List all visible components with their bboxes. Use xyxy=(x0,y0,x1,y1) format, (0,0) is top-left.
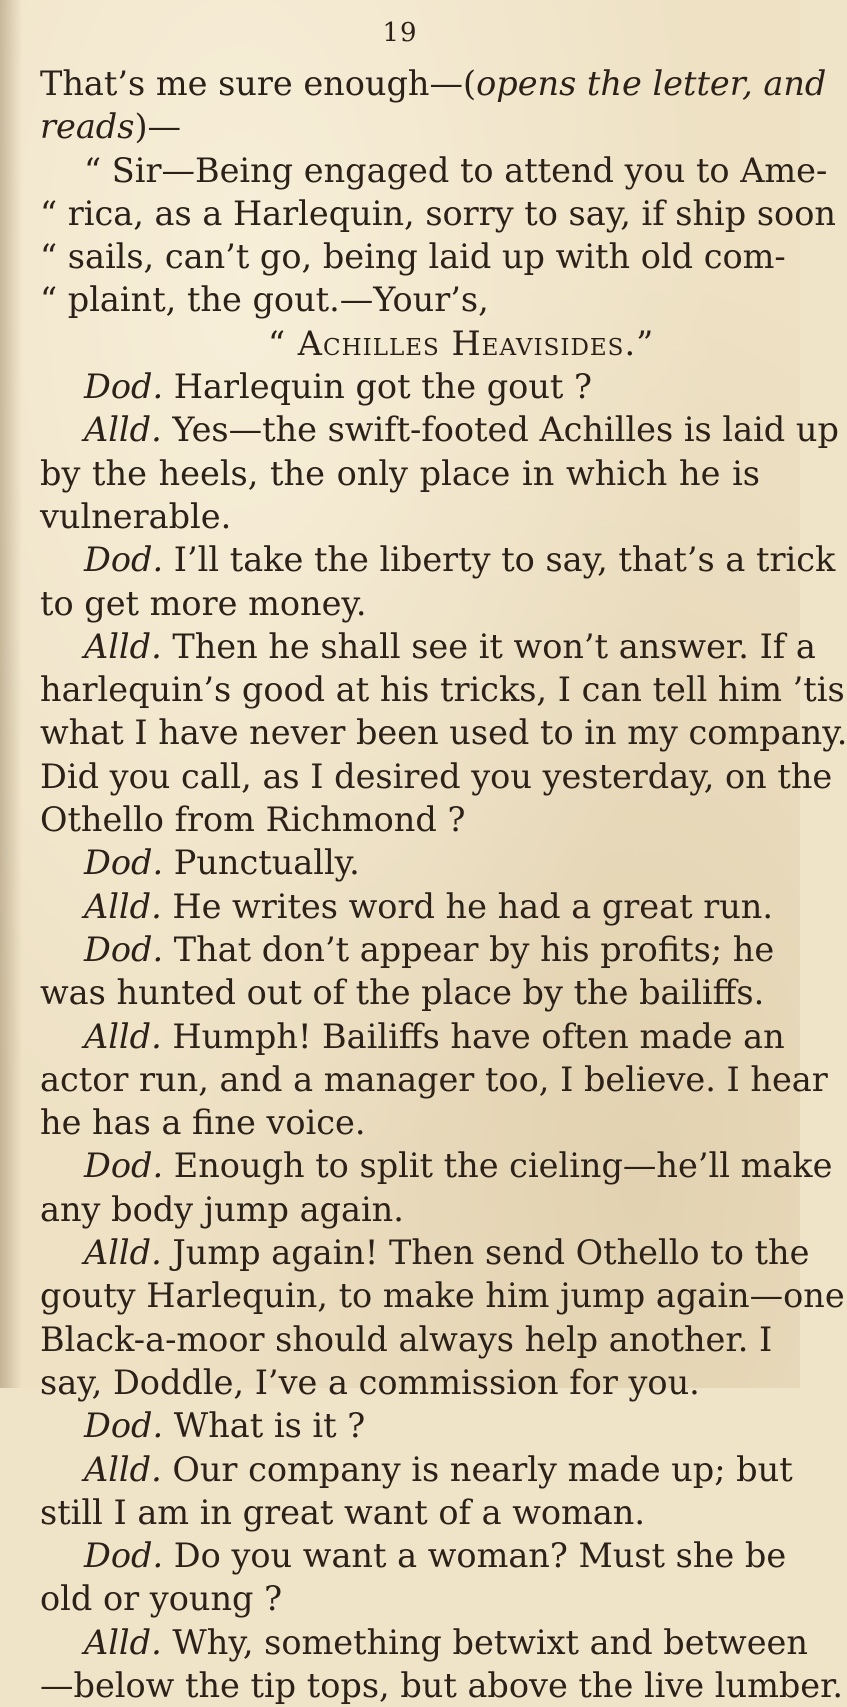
page-number: 19 xyxy=(382,18,418,48)
text-line: Othello from Richmond ? xyxy=(40,800,466,840)
dialogue-line: Alld. Yes—the swift-footed Achilles is laid up xyxy=(84,410,839,450)
dialogue-line: Dod. I’ll take the liberty to say, that’s a trick xyxy=(84,540,836,580)
dialogue-line: Alld. Humph! Bailiffs have often made an xyxy=(84,1016,785,1056)
text-line: by the heels, the only place in which he is xyxy=(40,453,760,493)
dialogue-line: Dod. Enough to split the cieling—he’ll make xyxy=(84,1146,833,1186)
letter-signature: “ Achilles Heavisides.” xyxy=(268,323,655,363)
text-line: —below the tip tops, but above the live lumber. xyxy=(40,1665,844,1705)
text-line: actor run, and a manager too, I believe. I hear xyxy=(40,1059,828,1099)
letter-line: “ sails, can’t go, being laid up with old com- xyxy=(40,237,786,277)
dialogue-line: Alld. Then he shall see it won’t answer. If a xyxy=(84,626,816,666)
text-line: gouty Harlequin, to make him jump again—one xyxy=(40,1276,845,1316)
dialogue-line: Alld. Our company is nearly made up; but xyxy=(84,1449,793,1489)
text-line: to get more money. xyxy=(40,583,367,623)
text-line: vulnerable. xyxy=(40,496,232,536)
text-line: Did you call, as I desired you yesterday, on the xyxy=(40,756,833,796)
text-line: what I have never been used to in my company. xyxy=(40,713,847,753)
text-line: still I am in great want of a woman. xyxy=(40,1492,645,1532)
text-line: say, Doddle, I’ve a commission for you. xyxy=(40,1362,700,1402)
dialogue-line: Dod. Punctually. xyxy=(84,843,360,883)
text-line: harlequin’s good at his tricks, I can tell him ’tis xyxy=(40,670,845,710)
dialogue-line: Dod. Do you want a woman? Must she be xyxy=(84,1536,787,1576)
dialogue-line: Dod. Harlequin got the gout ? xyxy=(84,367,592,407)
body-text xyxy=(40,62,847,1707)
text-line: was hunted out of the place by the bailiffs. xyxy=(40,973,765,1013)
dialogue-line: Alld. Jump again! Then send Othello to the xyxy=(84,1233,810,1273)
dialogue-line: Dod. What is it ? xyxy=(84,1406,366,1446)
text-line: reads)— xyxy=(40,107,182,147)
letter-line: “ Sir—Being engaged to attend you to Ame- xyxy=(84,150,828,190)
dialogue-line: Alld. Why, something betwixt and between xyxy=(84,1622,808,1662)
dialogue-line: Alld. He writes word he had a great run. xyxy=(84,886,774,926)
text-line: any body jump again. xyxy=(40,1189,404,1229)
text-line: That’s me sure enough—(opens the letter, and xyxy=(40,64,827,103)
text-line: old or young ? xyxy=(40,1579,283,1619)
letter-line: “ rica, as a Harlequin, sorry to say, if ship soon xyxy=(40,193,836,233)
text-line: he has a fine voice. xyxy=(40,1103,366,1143)
letter-line: “ plaint, the gout.—Your’s, xyxy=(40,280,489,320)
dialogue-line: Dod. That don’t appear by his profits; he xyxy=(84,929,775,969)
text-line: Black-a-moor should always help another. I xyxy=(40,1319,773,1359)
page-gutter-shadow xyxy=(0,0,22,1388)
